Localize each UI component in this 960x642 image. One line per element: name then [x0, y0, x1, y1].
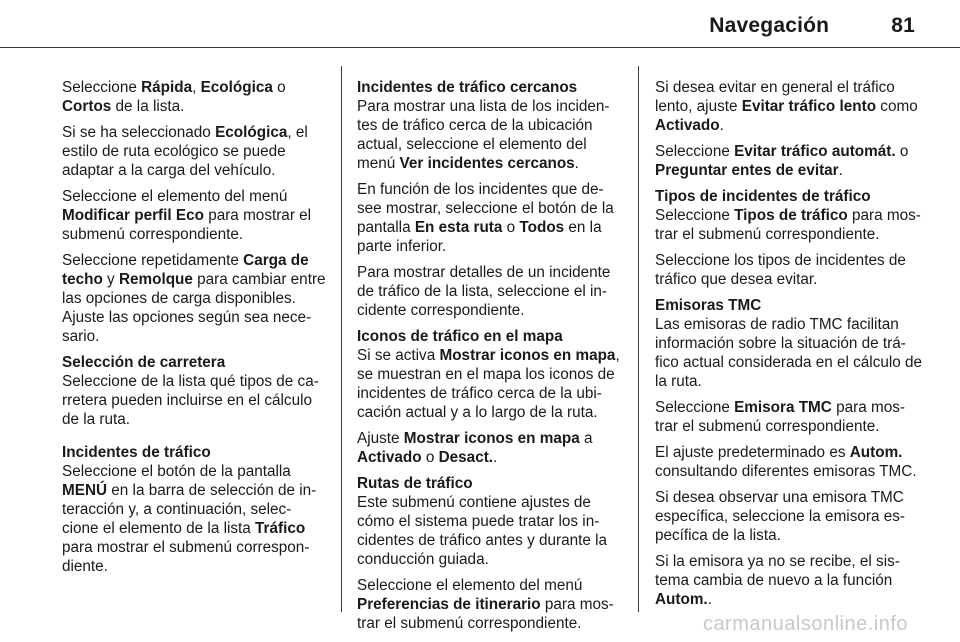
- paragraph: [62, 353, 327, 429]
- paragraph: [655, 296, 925, 391]
- paragraph: [357, 180, 624, 256]
- subheading: Selección de carretera: [62, 354, 226, 371]
- text-run: en la barra de selección de in-teracción y, a continuación, selec-cione el elemento de la lista: [62, 482, 317, 537]
- paragraph: [357, 78, 624, 173]
- text-run: o: [502, 219, 520, 236]
- paragraph: [357, 576, 624, 633]
- text-run: a: [579, 430, 593, 447]
- emphasized-term: Cortos: [62, 98, 112, 115]
- text-run: Seleccione repetidamente: [62, 252, 244, 269]
- paragraph: [655, 251, 925, 289]
- emphasized-term: Ecológica: [200, 79, 273, 96]
- text-run: .: [493, 449, 498, 466]
- emphasized-term: Evitar tráfico lento: [741, 98, 877, 115]
- emphasized-term: Activado: [655, 117, 720, 134]
- text-run: .: [574, 155, 579, 172]
- text-run: Seleccione: [655, 207, 735, 224]
- text-run: En función de los incidentes que de-see mostrar, seleccione el botón de la pantalla: [357, 181, 614, 236]
- emphasized-term: Ecológica: [215, 124, 288, 141]
- emphasized-term: Activado: [357, 449, 422, 466]
- emphasized-term: Evitar tráfico automát.: [734, 143, 896, 160]
- subheading: Emisoras TMC: [655, 297, 762, 314]
- subheading: Incidentes de tráfico: [62, 444, 211, 461]
- emphasized-term: Carga de techo: [62, 252, 309, 288]
- text-run: Ajuste: [357, 430, 404, 447]
- text-run: Seleccione: [655, 399, 735, 416]
- text-run: Para mostrar una lista de los inciden-tes de tráfico cerca de la ubicación actual, seleccione el elemento del menú: [357, 98, 610, 172]
- text-run: para mos-trar el submenú correspondiente.: [655, 207, 921, 243]
- paragraph: [357, 327, 624, 422]
- text-run: para mostrar el submenú correspon-diente.: [62, 539, 310, 575]
- text-run: Si desea observar una emisora TMC específica, seleccione la emisora es-pecífica de la lista.: [655, 489, 905, 544]
- text-run: Este submenú contiene ajustes de cómo el sistema puede tratar los in-cidentes de tráfico antes y durante la conducción guiada.: [357, 494, 608, 568]
- emphasized-term: Mostrar iconos en mapa: [403, 430, 580, 447]
- emphasized-term: Ver incidentes cercanos: [399, 155, 575, 172]
- text-run: de la lista.: [111, 98, 185, 115]
- paragraph: [62, 443, 327, 576]
- subheading: Iconos de tráfico en el mapa: [357, 328, 563, 345]
- subheading: Incidentes de tráfico cercanos: [357, 79, 578, 96]
- text-run: El ajuste predeterminado es: [655, 444, 850, 461]
- text-run: Si se ha seleccionado: [62, 124, 216, 141]
- paragraph: [62, 123, 327, 180]
- text-run: en la parte inferior.: [357, 219, 602, 255]
- page-number: 81: [891, 14, 915, 37]
- text-run: Para mostrar detalles de un incidente de tráfico de la lista, seleccione el in-cidente correspondiente.: [357, 264, 611, 319]
- paragraph: [655, 443, 925, 481]
- page-header: [709, 14, 915, 38]
- text-run: Si se activa: [357, 347, 440, 364]
- text-column-1: [62, 78, 327, 583]
- text-run: Seleccione los tipos de incidentes de tráfico que desea evitar.: [655, 252, 906, 288]
- emphasized-term: Tipos de tráfico: [734, 207, 848, 224]
- text-run: para mostrar el submenú correspondiente.: [62, 207, 312, 243]
- text-run: ,: [192, 79, 201, 96]
- text-run: Seleccione el elemento del menú: [357, 577, 583, 594]
- paragraph: [62, 78, 327, 116]
- text-run: consultando diferentes emisoras TMC.: [655, 463, 917, 480]
- text-column-2: [357, 78, 624, 640]
- emphasized-term: Autom.: [849, 444, 903, 461]
- paragraph: [357, 429, 624, 467]
- column-divider-1: [341, 66, 342, 612]
- paragraph: [655, 78, 925, 135]
- watermark: carmanualsonline.info: [702, 613, 908, 635]
- emphasized-term: Autom.: [655, 591, 708, 608]
- text-run: Seleccione el botón de la pantalla: [62, 463, 291, 480]
- text-run: para cambiar entre las opciones de carga disponibles. Ajuste las opciones según sea nece-sario.: [62, 271, 326, 345]
- emphasized-term: Desact.: [438, 449, 494, 466]
- header-rule: [0, 47, 960, 48]
- paragraph: [357, 263, 624, 320]
- text-run: , el estilo de ruta ecológico se puede adaptar a la carga del vehículo.: [62, 124, 308, 179]
- paragraph: [655, 488, 925, 545]
- text-run: para mos-trar el submenú correspondiente.: [655, 399, 905, 435]
- text-run: para mos-trar el submenú correspondiente.: [357, 596, 614, 632]
- text-run: Seleccione el elemento del menú: [62, 188, 288, 205]
- text-run: como: [876, 98, 918, 115]
- emphasized-term: Emisora TMC: [734, 399, 832, 416]
- text-run: o: [421, 449, 439, 466]
- emphasized-term: Todos: [519, 219, 565, 236]
- emphasized-term: MENÚ: [62, 482, 108, 499]
- paragraph: [655, 398, 925, 436]
- column-divider-2: [638, 66, 639, 612]
- text-run: Si desea evitar en general el tráfico lento, ajuste: [655, 79, 895, 115]
- text-run: Si la emisora ya no se recibe, el sis-tema cambia de nuevo a la función: [655, 553, 900, 589]
- emphasized-term: En esta ruta: [414, 219, 503, 236]
- paragraph: [655, 142, 925, 180]
- text-run: o: [272, 79, 286, 96]
- text-run: Seleccione de la lista qué tipos de ca-rretera pueden incluirse en el cálculo de la ruta.: [62, 373, 319, 428]
- text-run: .: [719, 117, 724, 134]
- paragraph: [655, 552, 925, 609]
- subheading: Rutas de tráfico: [357, 475, 473, 492]
- text-run: .: [707, 591, 712, 608]
- emphasized-term: Mostrar iconos en mapa: [439, 347, 616, 364]
- text-run: Las emisoras de radio TMC facilitan información sobre la situación de trá-fico actual considerada en el cálculo de la ruta.: [655, 316, 923, 390]
- paragraph: [655, 187, 925, 244]
- paragraph: [62, 251, 327, 346]
- text-run: , se muestran en el mapa los iconos de incidentes de tráfico cerca de la ubi-cación actual y a lo largo de la ruta.: [357, 347, 620, 421]
- text-column-3: [655, 78, 925, 616]
- emphasized-term: Preferencias de itinerario: [357, 596, 541, 613]
- emphasized-term: Remolque: [118, 271, 193, 288]
- subheading: Tipos de incidentes de tráfico: [655, 188, 871, 205]
- emphasized-term: Preguntar entes de evitar: [655, 162, 839, 179]
- text-run: .: [838, 162, 843, 179]
- section-title: Navegación: [709, 14, 830, 37]
- paragraph: [357, 474, 624, 569]
- text-run: Seleccione: [655, 143, 735, 160]
- emphasized-term: Modificar perfil Eco: [62, 207, 204, 224]
- text-run: y: [102, 271, 119, 288]
- emphasized-term: Rápida: [141, 79, 193, 96]
- paragraph: [62, 187, 327, 244]
- emphasized-term: Tráfico: [255, 520, 306, 537]
- text-run: o: [895, 143, 909, 160]
- text-run: Seleccione: [62, 79, 142, 96]
